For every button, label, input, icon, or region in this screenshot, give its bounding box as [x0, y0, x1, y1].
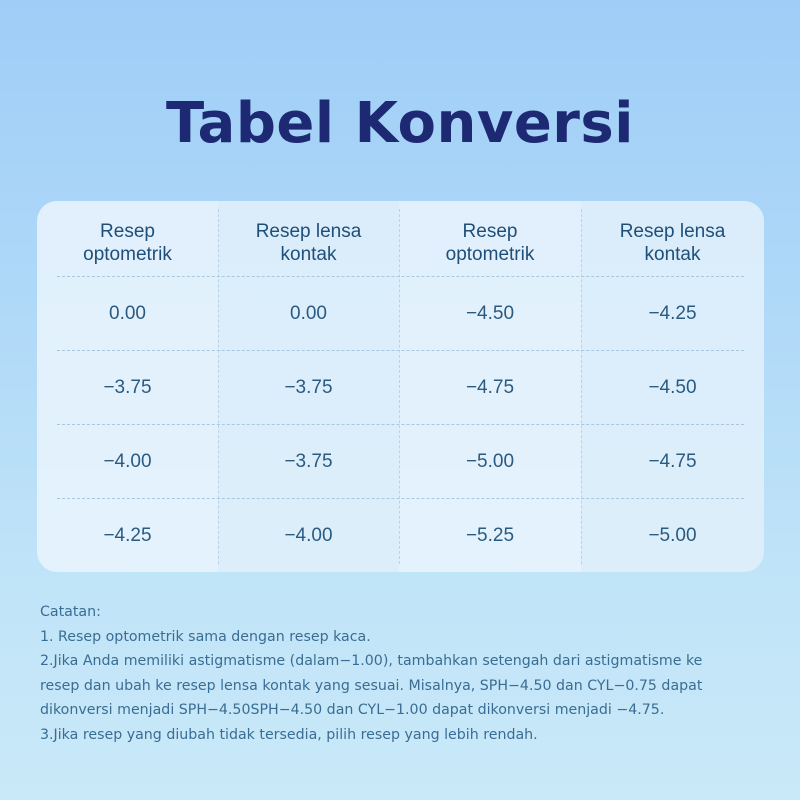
note-line: 3.Jika resep yang diubah tidak tersedia, pilih resep yang lebih rendah.	[40, 726, 538, 743]
note-line: 2.Jika Anda memiliki astigmatisme (dalam−1.00), tambahkan setengah dari astigmatisme ke	[40, 653, 703, 669]
table-cell: −5.25	[465, 524, 515, 546]
table-cell: −5.00	[648, 524, 697, 546]
table-cell: −4.25	[648, 302, 697, 324]
conversion-table	[37, 201, 764, 572]
note-line: dikonversi menjadi SPH−4.50SPH−4.50 dan CYL−1.00 dapat dikonversi menjadi −4.75.	[40, 702, 665, 718]
table-cell: −3.75	[284, 376, 333, 398]
note-line: 1. Resep optometrik sama dengan resep kaca.	[40, 628, 371, 645]
table-cell: 0.00	[109, 302, 146, 324]
table-cell: −5.00	[465, 450, 515, 472]
table-cell: −4.25	[103, 524, 152, 546]
table-cell: −3.75	[103, 376, 152, 398]
header-optometric-prescription: Resep optometrik	[445, 221, 535, 265]
header-optometric-prescription: Resep optometrik	[83, 221, 172, 265]
table-cell: −4.50	[648, 376, 697, 398]
header-contact-lens-prescription: Resep lensa kontak	[619, 221, 726, 265]
table-cell: −4.00	[103, 450, 152, 472]
header-contact-lens-prescription: Resep lensa kontak	[255, 221, 362, 265]
table-cell: −4.00	[284, 524, 333, 546]
page-title: Tabel Konversi	[166, 91, 634, 156]
table-cell: 0.00	[290, 302, 327, 324]
table-cell: −4.75	[465, 376, 515, 398]
table-cell: −4.75	[648, 450, 697, 472]
notes-section	[40, 600, 770, 747]
note-line: resep dan ubah ke resep lensa kontak yang sesuai. Misalnya, SPH−4.50 dan CYL−0.75 dapat	[40, 677, 703, 694]
table-cell: −4.50	[465, 302, 515, 324]
notes-heading: Catatan:	[40, 604, 101, 620]
table-cell: −3.75	[284, 450, 333, 472]
